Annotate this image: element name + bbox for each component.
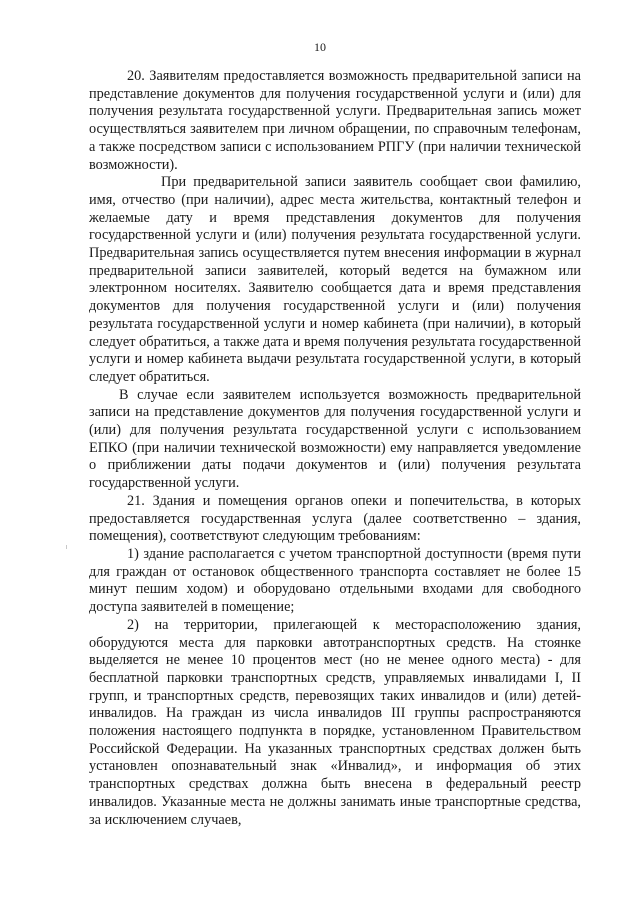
margin-mark bbox=[66, 545, 67, 549]
paragraph-20: 20. Заявителям предоставляется возможность предварительной записи на представление документов для получения государственной услуги и (или) для получения результата государственной услуги. Предварительная запись может осуществляться заявителем при личном обращении, по справочным телефонам, а также посредством записи с использованием РПГУ (при наличии технической возможности). bbox=[89, 68, 581, 173]
paragraph-epko-notification: В случае если заявителем используется возможность предварительной записи на представление документов для получения государственной услуги и (или) для получения результата государственной услуги с использованием ЕПКО (при наличии технической возможности) ему направляется уведомление о приближении даты подачи документов и (или) получения результата государственной услуги. bbox=[89, 386, 581, 492]
page-number: 10 bbox=[314, 40, 326, 54]
paragraph-21: 21. Здания и помещения органов опеки и попечительства, в которых предоставляется государственная услуга (далее соответственно – здания, помещения), соответствуют следующим требованиям: bbox=[89, 492, 581, 545]
paragraph-requirement-2: 2) на территории, прилегающей к месторасположению здания, оборудуются места для парковки автотранспортных средств. На стоянке выделяется не менее 10 процентов мест (но не менее одного места) - для бесплатной парковки транспортных средств, управляемых инвалидами I, II групп, и транспортных средств, перевозящих таких инвалидов и (или) детей-инвалидов. На граждан из числа инвалидов III группы распространяются положения настоящего подпункта в порядке, установленном Правительством Российской Федерации. На указанных транспортных средствах должен быть установлен опознавательный знак «Инвалид», и информация об этих транспортных средствах должна быть внесена в федеральный реестр инвалидов. Указанные места не должны занимать иные транспортные средства, за исключением случаев, bbox=[89, 616, 581, 828]
document-body bbox=[89, 68, 581, 829]
paragraph-preliminary-record: При предварительной записи заявитель сообщает свои фамилию, имя, отчество (при наличии), адрес места жительства, контактный телефон и желаемые дату и время представления документов для получения государственной услуги и (или) получения результата государственной услуги. Предварительная запись осуществляется путем внесения информации в журнал предварительной записи заявителей, который ведется на бумажном или электронном носителях. Заявителю сообщается дата и время представления документов для получения государственной услуги и (или) получения результата государственной услуги и номер кабинета (при наличии), в который следует обратиться, а также дата и время получения результата государственной услуги и номер кабинета выдачи результата государственной услуги, в который следует обратиться. bbox=[89, 174, 581, 385]
paragraph-requirement-1: 1) здание располагается с учетом транспортной доступности (время пути для граждан от остановок общественного транспорта составляет не более 15 минут пешим ходом) и оборудовано отдельными входами для свободного доступа заявителей в помещение; bbox=[89, 545, 581, 616]
